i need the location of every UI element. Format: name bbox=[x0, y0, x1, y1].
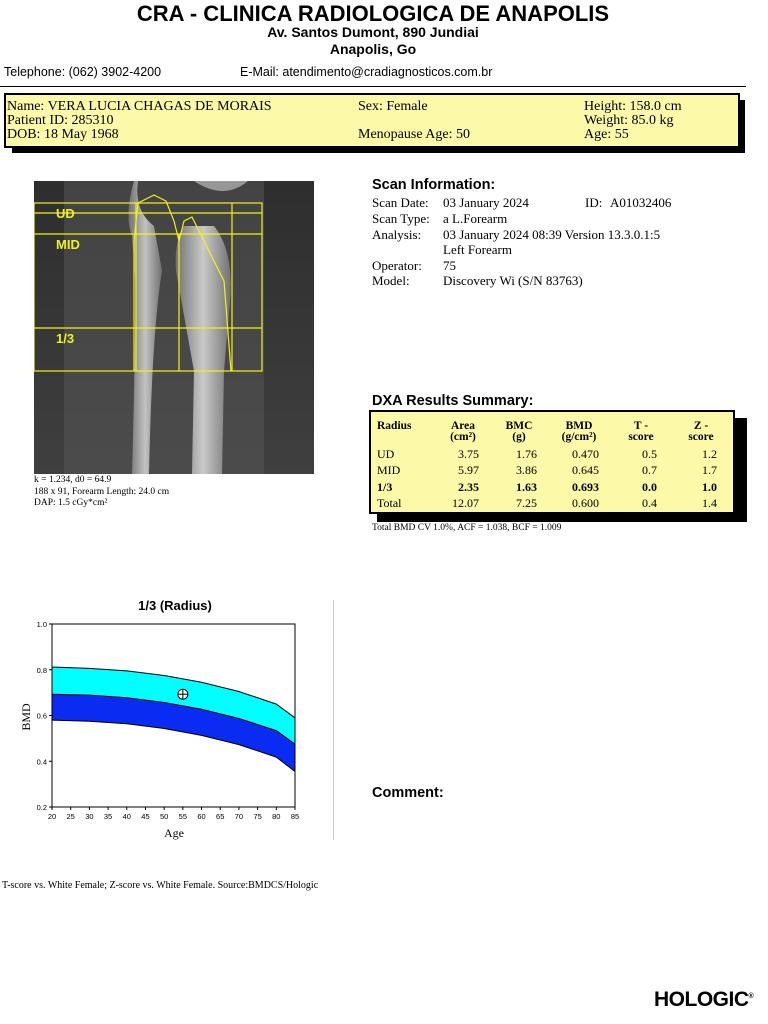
header-area-unit: (cm²) bbox=[450, 431, 476, 443]
clinic-city: Anapolis, Go bbox=[329, 41, 417, 57]
bmd-reference-chart bbox=[0, 615, 330, 845]
header-t-score-2: score bbox=[628, 431, 654, 443]
row-third-z: 1.0 bbox=[702, 480, 717, 494]
row-total-z: 1.4 bbox=[702, 496, 717, 510]
x-tick-label: 85 bbox=[290, 812, 300, 821]
row-mid-area: 5.97 bbox=[458, 463, 479, 477]
scan-caption-k: k = 1.234, d0 = 64.9 bbox=[34, 475, 112, 485]
scan-caption-dap: DAP: 1.5 cGy*cm² bbox=[34, 498, 108, 508]
y-axis-label: BMD bbox=[19, 703, 33, 731]
x-tick-label: 60 bbox=[197, 812, 206, 821]
header-bmd-unit: (g/cm²) bbox=[561, 431, 597, 443]
row-mid-region: MID bbox=[377, 463, 401, 477]
x-tick-label: 75 bbox=[253, 812, 262, 821]
row-total-region: Total bbox=[377, 496, 402, 510]
scan-id-label: ID: bbox=[585, 195, 603, 210]
dxa-results-title: DXA Results Summary: bbox=[372, 393, 534, 409]
row-mid-z: 1.7 bbox=[702, 463, 717, 477]
model-label: Model: bbox=[372, 273, 410, 288]
clinic-name: CRA - CLINICA RADIOLOGICA DE ANAPOLIS bbox=[136, 1, 610, 26]
x-axis-label: Age bbox=[164, 826, 184, 840]
scan-date-label: Scan Date: bbox=[372, 195, 429, 210]
row-ud-bmd: 0.470 bbox=[572, 447, 599, 461]
patient-sex: Sex: Female bbox=[358, 99, 428, 114]
roi-label-one-third: 1/3 bbox=[56, 331, 75, 346]
scan-info-title: Scan Information: bbox=[372, 177, 496, 193]
y-tick-label: 0.8 bbox=[36, 665, 47, 675]
scan-type-value: a L.Forearm bbox=[443, 211, 508, 226]
graph-title: 1/3 (Radius) bbox=[138, 598, 212, 613]
patient-menopause-age: Menopause Age: 50 bbox=[358, 127, 470, 142]
patient-info-box bbox=[4, 93, 740, 148]
dxa-results-table bbox=[369, 410, 735, 514]
patient-dob: DOB: 18 May 1968 bbox=[7, 127, 119, 142]
row-third-bmd: 0.693 bbox=[572, 480, 599, 494]
row-total-bmc: 7.25 bbox=[516, 496, 537, 510]
header-z-score-2: score bbox=[688, 431, 714, 443]
analysis-value-line1: 03 January 2024 08:39 Version 13.3.0.1:5 bbox=[443, 227, 661, 242]
x-tick-label: 55 bbox=[178, 812, 188, 821]
row-total-bmd: 0.600 bbox=[572, 496, 599, 510]
row-third-t: 0.0 bbox=[642, 480, 657, 494]
row-ud-area: 3.75 bbox=[458, 447, 479, 461]
scan-id-value: A01032406 bbox=[610, 195, 672, 210]
row-third-area: 2.35 bbox=[458, 480, 479, 494]
clinic-email: E-Mail: atendimento@cradiagnosticos.com.br bbox=[240, 65, 493, 79]
hologic-logo-text: HOLOGIC bbox=[654, 988, 749, 1011]
header-divider bbox=[0, 86, 746, 87]
x-tick-label: 40 bbox=[122, 812, 131, 821]
row-ud-z: 1.2 bbox=[702, 447, 717, 461]
header-bmd: BMD bbox=[565, 420, 593, 432]
roi-label-mid: MID bbox=[56, 237, 80, 252]
x-tick-label: 70 bbox=[234, 812, 244, 821]
clinic-address: Av. Santos Dumont, 890 Jundiai bbox=[267, 24, 479, 40]
row-ud-bmc: 1.76 bbox=[516, 447, 537, 461]
x-tick-label: 65 bbox=[216, 812, 225, 821]
y-tick-label: 1.0 bbox=[36, 620, 47, 629]
row-total-area: 12.07 bbox=[452, 496, 479, 510]
header-z-score: Z - bbox=[693, 420, 709, 432]
header-radius: Radius bbox=[377, 420, 412, 432]
patient-id: Patient ID: 285310 bbox=[7, 113, 114, 128]
row-total-t: 0.4 bbox=[642, 496, 657, 510]
analysis-value-line2: Left Forearm bbox=[443, 242, 512, 257]
row-third-region: 1/3 bbox=[377, 480, 393, 494]
row-ud-t: 0.5 bbox=[642, 447, 657, 461]
header-t-score: T - bbox=[633, 420, 649, 432]
table-footnote: Total BMD CV 1.0%, ACF = 1.038, BCF = 1.009 bbox=[372, 523, 562, 533]
graph-divider bbox=[333, 600, 334, 840]
hologic-logo bbox=[654, 988, 753, 1012]
patient-age: Age: 55 bbox=[584, 127, 629, 142]
comment-title: Comment: bbox=[372, 785, 444, 801]
analysis-label: Analysis: bbox=[372, 227, 422, 242]
patient-height: Height: 158.0 cm bbox=[584, 99, 682, 114]
header-area: Area bbox=[450, 420, 476, 432]
x-tick-label: 25 bbox=[66, 812, 75, 821]
operator-label: Operator: bbox=[372, 258, 422, 273]
header-bmc-unit: (g) bbox=[512, 431, 526, 443]
source-note: T-score vs. White Female; Z-score vs. White Female. Source:BMDCS/Hologic bbox=[2, 880, 319, 891]
row-third-bmc: 1.63 bbox=[516, 480, 537, 494]
model-value: Discovery Wi (S/N 83763) bbox=[443, 273, 583, 288]
x-tick-label: 80 bbox=[272, 812, 281, 821]
x-tick-label: 35 bbox=[103, 812, 113, 821]
row-mid-bmd: 0.645 bbox=[572, 463, 599, 477]
y-tick-label: 0.6 bbox=[36, 711, 47, 721]
y-tick-label: 0.2 bbox=[36, 803, 47, 812]
x-tick-label: 20 bbox=[47, 812, 57, 821]
x-tick-label: 30 bbox=[85, 812, 94, 821]
roi-label-ud: UD bbox=[56, 206, 75, 221]
row-mid-t: 0.7 bbox=[642, 463, 657, 477]
scan-caption-size: 188 x 91, Forearm Length: 24.0 cm bbox=[34, 487, 170, 497]
scan-type-label: Scan Type: bbox=[372, 211, 430, 226]
row-ud-region: UD bbox=[377, 447, 395, 461]
x-tick-label: 50 bbox=[159, 812, 169, 821]
forearm-scan-image bbox=[34, 181, 314, 474]
x-tick-label: 45 bbox=[141, 812, 150, 821]
y-tick-label: 0.4 bbox=[36, 757, 47, 767]
row-mid-bmc: 3.86 bbox=[516, 463, 537, 477]
patient-weight: Weight: 85.0 kg bbox=[584, 113, 674, 128]
clinic-phone: Telephone: (062) 3902-4200 bbox=[4, 65, 162, 79]
patient-name: Name: VERA LUCIA CHAGAS DE MORAIS bbox=[7, 99, 272, 114]
header-bmc: BMC bbox=[505, 420, 533, 432]
scan-date-value: 03 January 2024 bbox=[443, 195, 529, 210]
operator-value: 75 bbox=[443, 258, 456, 273]
registered-mark: ® bbox=[748, 993, 754, 1000]
forearm-scan-graphic bbox=[34, 181, 314, 474]
